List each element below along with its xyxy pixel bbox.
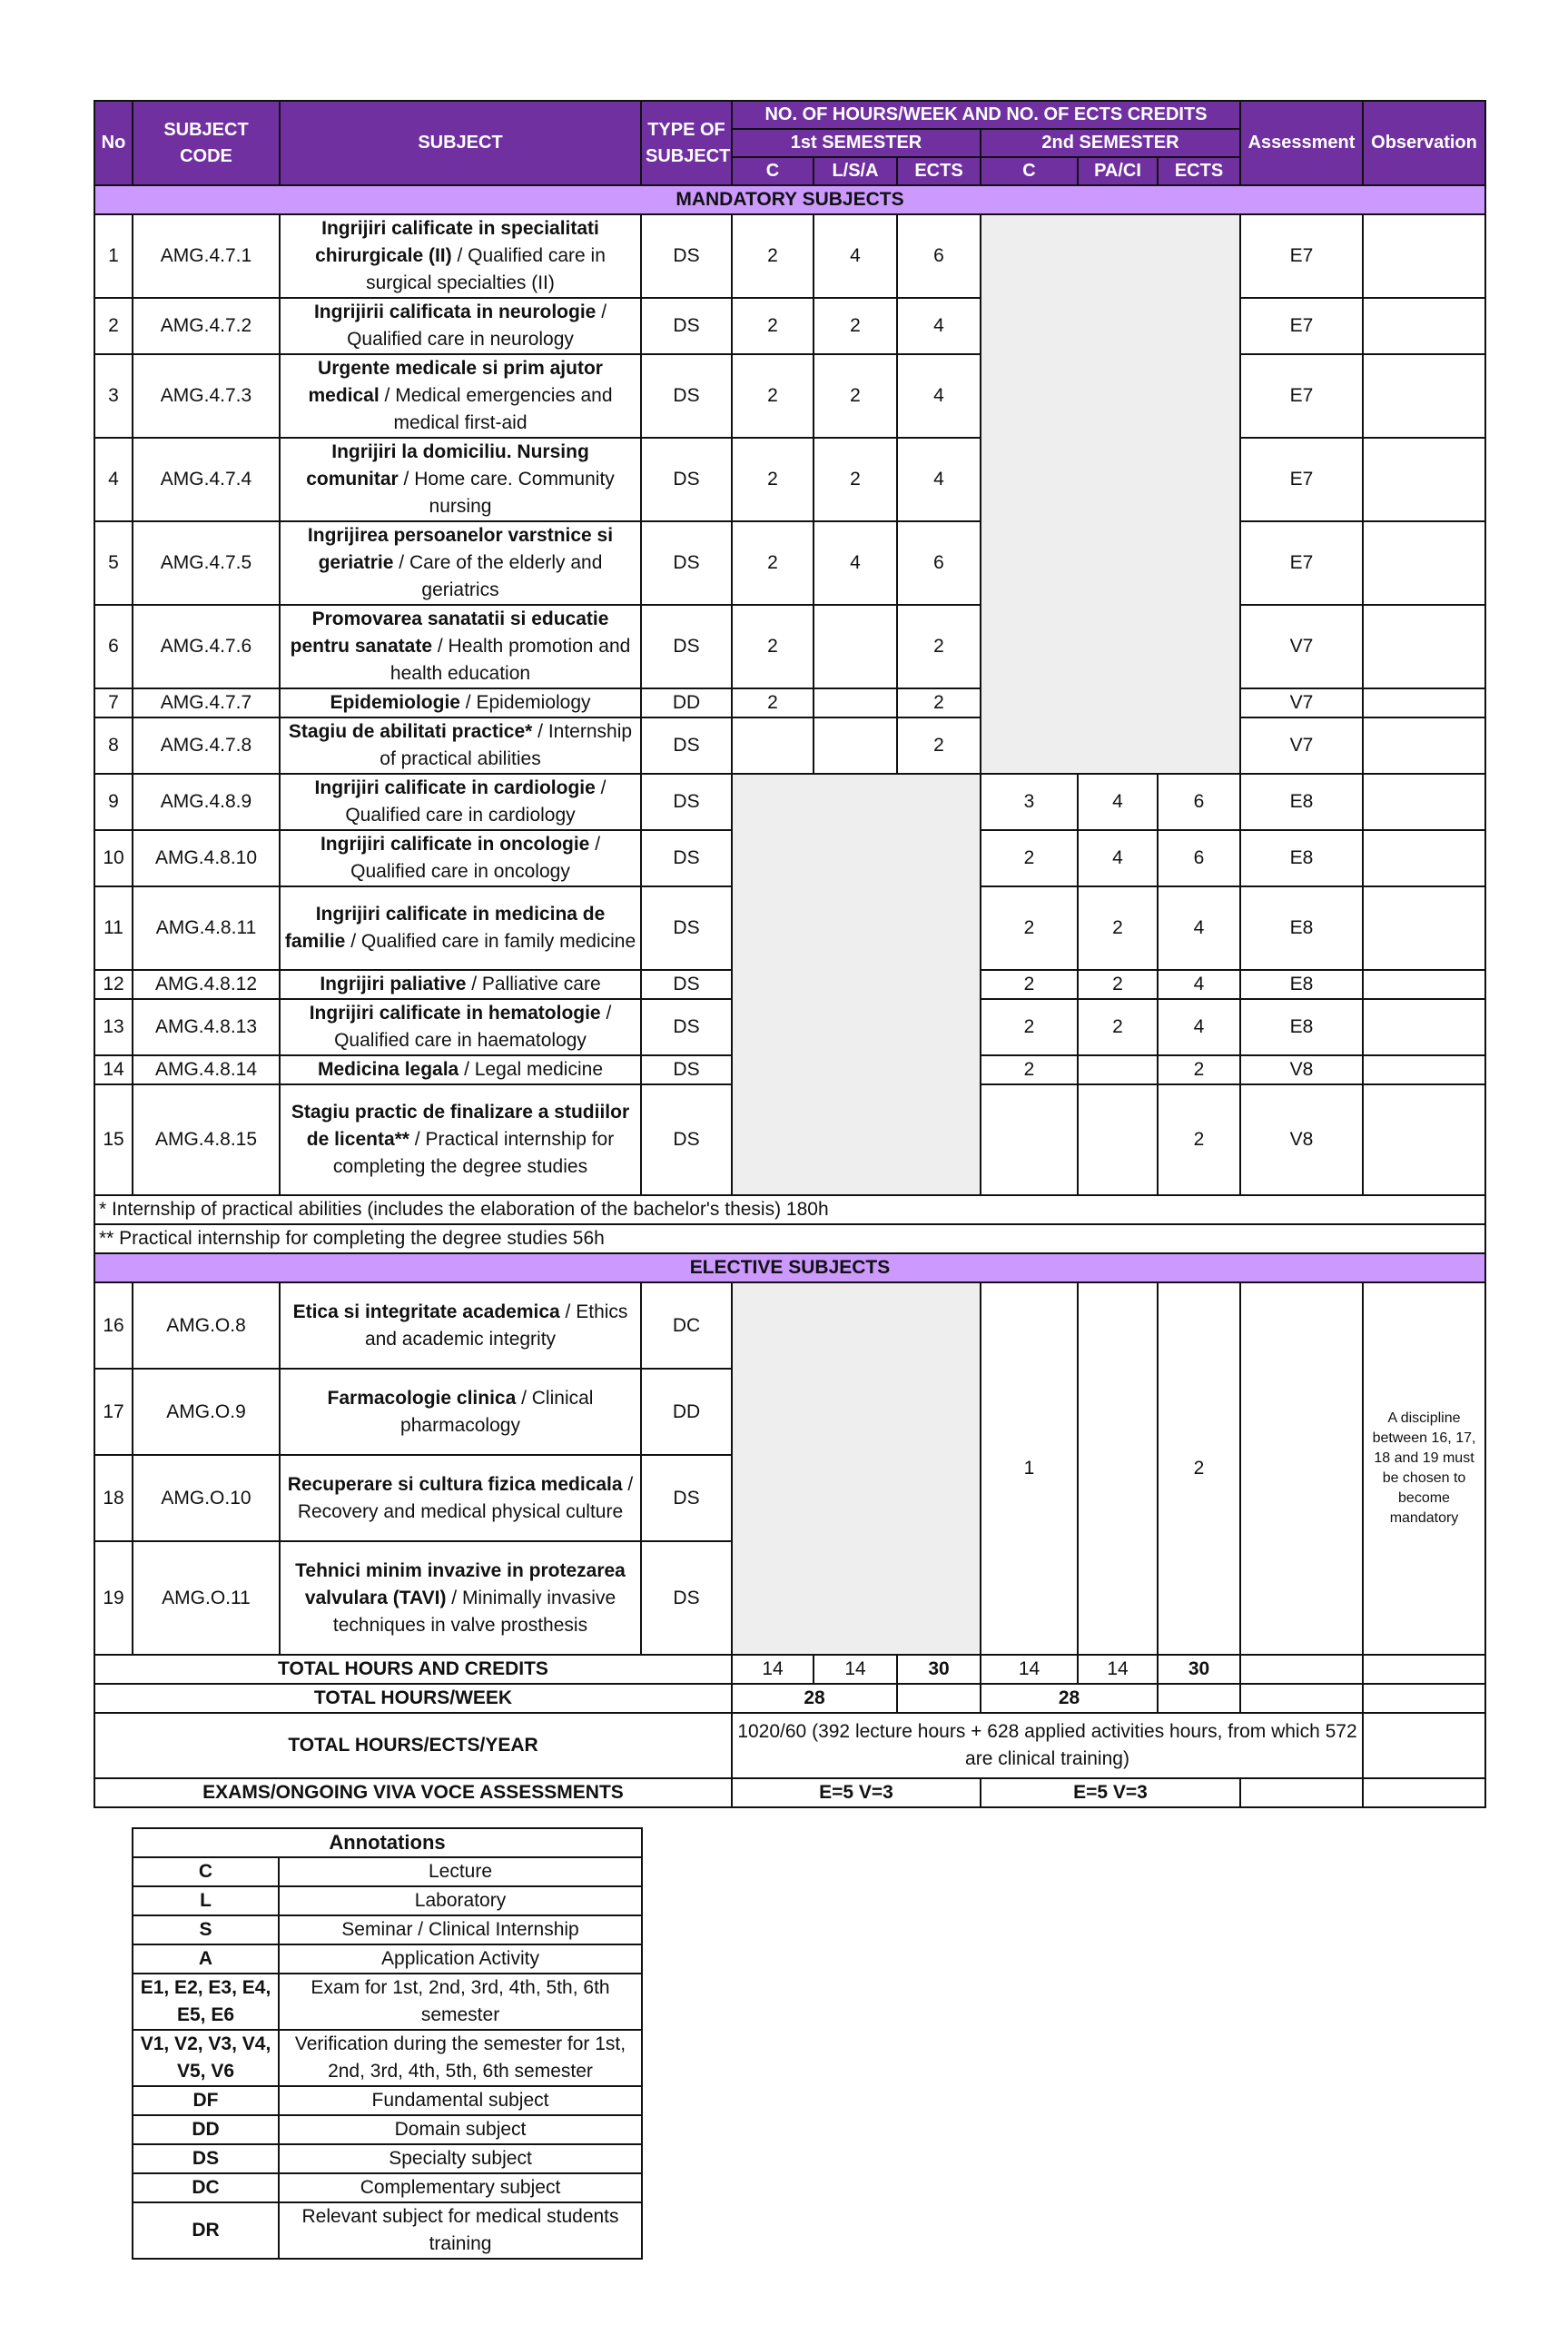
row-subject <box>280 521 641 605</box>
annotation-key: V1, V2, V3, V4, V5, V6 <box>133 2030 279 2086</box>
subject-en-name: / Internship of practical abilities <box>380 721 633 769</box>
row-s2-ects: 6 <box>1158 830 1240 886</box>
row-assessment: E7 <box>1240 354 1363 438</box>
subject-en-name: / Recovery and medical physical culture <box>297 1473 634 1522</box>
subject-ro-name: Tehnici minim invazive in protezarea valvulara (TAVI) <box>295 1559 626 1608</box>
row-code: AMG.4.7.7 <box>133 688 280 717</box>
row-subject <box>280 214 641 298</box>
row-type: DS <box>641 521 732 605</box>
annotation-key: DC <box>133 2173 279 2202</box>
annotation-row <box>133 1886 642 1915</box>
row-s2-ects: 6 <box>1158 774 1240 830</box>
row-s1-c: 2 <box>732 688 814 717</box>
row-s1-c: 2 <box>732 521 814 605</box>
row-s1-ects: 4 <box>897 298 981 354</box>
row-observation <box>1363 354 1485 438</box>
annotation-row <box>133 2115 642 2144</box>
footnote-row <box>94 1224 1485 1253</box>
row-assessment: V7 <box>1240 605 1363 688</box>
row-code: AMG.4.8.11 <box>133 886 280 970</box>
header-subject: SUBJECT <box>280 101 641 185</box>
exams-observation <box>1363 1778 1485 1807</box>
annotation-value: Lecture <box>279 1857 642 1886</box>
row-observation <box>1363 717 1485 774</box>
row-observation <box>1363 1084 1485 1195</box>
total-year-observation <box>1363 1713 1485 1778</box>
row-s2-c: 2 <box>981 1055 1078 1084</box>
row-no: 4 <box>94 438 133 521</box>
elective-observation: A discipline between 16, 17, 18 and 19 must be chosen to become mandatory <box>1363 1282 1485 1655</box>
row-s1-c <box>732 717 814 774</box>
row-s2-c <box>981 1084 1078 1195</box>
row-assessment: V8 <box>1240 1084 1363 1195</box>
row-s2-ects: 2 <box>1158 1055 1240 1084</box>
subject-en-name: / Legal medicine <box>459 1059 603 1080</box>
week-row <box>94 1684 1485 1713</box>
row-no: 3 <box>94 354 133 438</box>
row-s2-paci <box>1078 1084 1158 1195</box>
header-type: TYPE OF SUBJECT <box>641 101 732 185</box>
subject-ro-name: Medicina legala <box>318 1059 459 1080</box>
annotation-row <box>133 2173 642 2202</box>
total-week-observation <box>1363 1684 1485 1713</box>
row-s1-ects: 4 <box>897 354 981 438</box>
exams-s2: E=5 V=3 <box>981 1778 1240 1807</box>
exams-label: EXAMS/ONGOING VIVA VOCE ASSESSMENTS <box>94 1778 732 1807</box>
row-observation <box>1363 970 1485 999</box>
total-observation <box>1363 1655 1485 1684</box>
subject-ro-name: Promovarea sanatatii si educatie pentru sanatate <box>290 608 609 657</box>
row-s1-lsa: 2 <box>814 298 897 354</box>
row-no: 1 <box>94 214 133 298</box>
subject-en-name: / Minimally invasive techniques in valve prosthesis <box>332 1587 616 1636</box>
row-subject <box>280 1541 641 1655</box>
header-sem2: 2nd SEMESTER <box>981 129 1240 157</box>
row-subject <box>280 999 641 1055</box>
row-code: AMG.O.8 <box>133 1282 280 1369</box>
row-assessment: V7 <box>1240 717 1363 774</box>
curriculum-table <box>94 100 1486 1808</box>
annotation-row <box>133 2030 642 2086</box>
total-week-s1: 28 <box>732 1684 897 1713</box>
exams-row <box>94 1778 1485 1807</box>
header-s1-ects: ECTS <box>897 157 981 185</box>
total-s1-c: 14 <box>732 1655 814 1684</box>
row-code: AMG.4.8.13 <box>133 999 280 1055</box>
row-type: DD <box>641 1369 732 1455</box>
elective-s2-paci <box>1078 1282 1158 1655</box>
annotation-value: Relevant subject for medical students training <box>279 2202 642 2259</box>
row-assessment: V8 <box>1240 1055 1363 1084</box>
exams-assessment <box>1240 1778 1363 1807</box>
sem2-empty-block <box>981 214 1240 774</box>
row-assessment: E8 <box>1240 970 1363 999</box>
elective-section-label: ELECTIVE SUBJECTS <box>94 1253 1485 1282</box>
subject-en-name: / Medical emergencies and medical first-aid <box>379 385 613 433</box>
row-s1-ects: 2 <box>897 717 981 774</box>
row-assessment: E7 <box>1240 438 1363 521</box>
row-s1-ects: 4 <box>897 438 981 521</box>
row-s2-c: 2 <box>981 886 1078 970</box>
exams-s1: E=5 V=3 <box>732 1778 981 1807</box>
header-s2-paci: PA/CI <box>1078 157 1158 185</box>
row-subject <box>280 605 641 688</box>
row-subject <box>280 717 641 774</box>
annotation-row <box>133 2086 642 2115</box>
footnote-row <box>94 1195 1485 1224</box>
annotation-row <box>133 1857 642 1886</box>
row-type: DS <box>641 214 732 298</box>
annotation-value: Domain subject <box>279 2115 642 2144</box>
annotation-key: C <box>133 1857 279 1886</box>
row-s1-c: 2 <box>732 214 814 298</box>
annotation-row <box>133 1974 642 2030</box>
row-observation <box>1363 774 1485 830</box>
subject-en-name: / Epidemiology <box>459 692 591 713</box>
row-type: DS <box>641 1084 732 1195</box>
subject-ro-name: Stagiu practic de finalizare a studiilor de licenta** <box>291 1102 630 1150</box>
subject-ro-name: Ingrijiri calificate in cardiologie <box>314 777 596 798</box>
row-type: DS <box>641 605 732 688</box>
row-s1-c: 2 <box>732 605 814 688</box>
annotation-key: E1, E2, E3, E4, E5, E6 <box>133 1974 279 2030</box>
row-no: 15 <box>94 1084 133 1195</box>
annotation-value: Application Activity <box>279 1944 642 1974</box>
row-s1-lsa: 4 <box>814 214 897 298</box>
row-type: DS <box>641 1055 732 1084</box>
row-no: 2 <box>94 298 133 354</box>
row-code: AMG.4.7.2 <box>133 298 280 354</box>
row-assessment: E8 <box>1240 774 1363 830</box>
row-subject <box>280 774 641 830</box>
row-subject <box>280 1455 641 1541</box>
row-code: AMG.4.7.4 <box>133 438 280 521</box>
total-year-value: 1020/60 (392 lecture hours + 628 applied activities hours, from which 572 are clinical training) <box>732 1713 1363 1778</box>
row-observation <box>1363 438 1485 521</box>
row-observation <box>1363 886 1485 970</box>
row-subject <box>280 438 641 521</box>
subject-en-name: / Ethics and academic integrity <box>364 1301 628 1350</box>
row-no: 13 <box>94 999 133 1055</box>
table-row <box>94 605 1485 688</box>
totals-row <box>94 1655 1485 1684</box>
row-observation <box>1363 1055 1485 1084</box>
mandatory-section <box>94 185 1485 214</box>
row-code: AMG.O.10 <box>133 1455 280 1541</box>
mandatory-section-label: MANDATORY SUBJECTS <box>94 185 1485 214</box>
row-type: DS <box>641 298 732 354</box>
row-observation <box>1363 298 1485 354</box>
row-s2-paci <box>1078 1055 1158 1084</box>
row-subject <box>280 688 641 717</box>
row-code: AMG.4.8.12 <box>133 970 280 999</box>
row-subject <box>280 354 641 438</box>
row-s2-ects: 4 <box>1158 999 1240 1055</box>
row-s1-lsa: 2 <box>814 438 897 521</box>
row-code: AMG.4.7.5 <box>133 521 280 605</box>
row-observation <box>1363 830 1485 886</box>
total-week-s2: 28 <box>981 1684 1158 1713</box>
table-row <box>94 774 1485 830</box>
row-assessment: E7 <box>1240 521 1363 605</box>
row-observation <box>1363 521 1485 605</box>
subject-ro-name: Ingrijiri paliative <box>320 974 467 994</box>
header-assessment: Assessment <box>1240 101 1363 185</box>
total-week-assessment <box>1240 1684 1363 1713</box>
row-subject <box>280 970 641 999</box>
subject-ro-name: Ingrijiri la domiciliu. Nursing comunitar <box>306 441 589 490</box>
row-code: AMG.4.7.3 <box>133 354 280 438</box>
row-type: DS <box>641 438 732 521</box>
subject-en-name: / Palliative care <box>466 974 601 994</box>
subject-ro-name: Epidemiologie <box>330 692 460 713</box>
subject-en-name: / Qualified care in family medicine <box>345 931 636 952</box>
row-no: 19 <box>94 1541 133 1655</box>
table-row <box>94 521 1485 605</box>
row-no: 12 <box>94 970 133 999</box>
total-assessment <box>1240 1655 1363 1684</box>
annotation-key: DD <box>133 2115 279 2144</box>
subject-ro-name: Urgente medicale si prim ajutor medical <box>308 358 603 406</box>
row-s2-paci: 4 <box>1078 830 1158 886</box>
subject-ro-name: Ingrijiri calificate in oncologie <box>320 834 590 855</box>
header-s2-c: C <box>981 157 1078 185</box>
row-subject <box>280 1055 641 1084</box>
subject-en-name: / Qualified care in cardiology <box>345 777 606 826</box>
row-code: AMG.4.7.8 <box>133 717 280 774</box>
row-subject <box>280 886 641 970</box>
header-observation: Observation <box>1363 101 1485 185</box>
row-type: DS <box>641 1455 732 1541</box>
row-code: AMG.4.8.14 <box>133 1055 280 1084</box>
row-type: DS <box>641 717 732 774</box>
row-s2-paci: 4 <box>1078 774 1158 830</box>
elective-s2-c: 1 <box>981 1282 1078 1655</box>
table-row <box>94 438 1485 521</box>
row-no: 16 <box>94 1282 133 1369</box>
subject-en-name: / Care of the elderly and geriatrics <box>393 552 603 600</box>
subject-ro-name: Ingrijiri calificate in specialitati chirurgicale (II) <box>315 218 599 266</box>
row-s2-c: 3 <box>981 774 1078 830</box>
annotation-key: L <box>133 1886 279 1915</box>
annotation-value: Seminar / Clinical Internship <box>279 1915 642 1944</box>
subject-en-name: / Clinical pharmacology <box>400 1387 594 1436</box>
total-s2-c: 14 <box>981 1655 1078 1684</box>
annotation-value: Fundamental subject <box>279 2086 642 2115</box>
row-observation <box>1363 688 1485 717</box>
row-s2-c: 2 <box>981 999 1078 1055</box>
row-assessment: E8 <box>1240 999 1363 1055</box>
row-subject <box>280 298 641 354</box>
annotation-key: DF <box>133 2086 279 2115</box>
row-observation <box>1363 999 1485 1055</box>
elective-sem1-empty-block <box>732 1282 981 1655</box>
row-subject <box>280 830 641 886</box>
row-no: 17 <box>94 1369 133 1455</box>
row-type: DC <box>641 1282 732 1369</box>
total-s1-lsa: 14 <box>814 1655 897 1684</box>
annotation-key: S <box>133 1915 279 1944</box>
row-no: 10 <box>94 830 133 886</box>
subject-en-name: / Qualified care in surgical specialties (II) <box>366 245 606 293</box>
table-body <box>94 185 1485 1807</box>
row-code: AMG.4.8.15 <box>133 1084 280 1195</box>
subject-en-name: / Health promotion and health education <box>390 636 631 684</box>
row-code: AMG.4.7.6 <box>133 605 280 688</box>
annotation-value: Complementary subject <box>279 2173 642 2202</box>
annotation-value: Verification during the semester for 1st, 2nd, 3rd, 4th, 5th, 6th semester <box>279 2030 642 2086</box>
row-s2-paci: 2 <box>1078 886 1158 970</box>
annotation-key: DS <box>133 2144 279 2173</box>
table-row <box>94 214 1485 298</box>
annotations-table <box>132 1827 643 2260</box>
row-assessment: E8 <box>1240 886 1363 970</box>
header-no: No <box>94 101 133 185</box>
table-row <box>94 1282 1485 1369</box>
footnote: ** Practical internship for completing the degree studies 56h <box>94 1224 1485 1253</box>
elective-s2-ects: 2 <box>1158 1282 1240 1655</box>
subject-ro-name: Etica si integritate academica <box>292 1301 560 1322</box>
subject-en-name: / Qualified care in haematology <box>334 1003 612 1051</box>
table-row <box>94 298 1485 354</box>
row-assessment: V7 <box>1240 688 1363 717</box>
row-s1-ects: 2 <box>897 688 981 717</box>
header-s1-c: C <box>732 157 814 185</box>
subject-en-name: / Qualified care in neurology <box>347 302 607 350</box>
row-s1-ects: 6 <box>897 214 981 298</box>
row-code: AMG.4.7.1 <box>133 214 280 298</box>
row-no: 14 <box>94 1055 133 1084</box>
row-no: 18 <box>94 1455 133 1541</box>
table-row <box>94 717 1485 774</box>
footnote: * Internship of practical abilities (includes the elaboration of the bachelor's thesis) 180h <box>94 1195 1485 1224</box>
row-s2-c: 2 <box>981 970 1078 999</box>
row-s1-c: 2 <box>732 438 814 521</box>
header-s1-lsa: L/S/A <box>814 157 897 185</box>
row-code: AMG.4.8.10 <box>133 830 280 886</box>
subject-ro-name: Ingrijiri calificate in hematologie <box>309 1003 601 1024</box>
subject-en-name: / Qualified care in oncology <box>350 834 601 882</box>
row-no: 5 <box>94 521 133 605</box>
annotation-value: Laboratory <box>279 1886 642 1915</box>
row-subject <box>280 1282 641 1369</box>
annotation-key: A <box>133 1944 279 1974</box>
subject-en-name: / Home care. Community nursing <box>398 469 615 517</box>
row-no: 7 <box>94 688 133 717</box>
row-code: AMG.O.11 <box>133 1541 280 1655</box>
row-observation <box>1363 214 1485 298</box>
row-no: 9 <box>94 774 133 830</box>
row-s1-lsa: 4 <box>814 521 897 605</box>
row-subject <box>280 1084 641 1195</box>
row-s2-ects: 2 <box>1158 1084 1240 1195</box>
subject-ro-name: Stagiu de abilitati practice* <box>288 721 533 742</box>
header-hours: NO. OF HOURS/WEEK AND NO. OF ECTS CREDITS <box>732 101 1240 129</box>
row-observation <box>1363 605 1485 688</box>
row-s1-c: 2 <box>732 354 814 438</box>
row-type: DS <box>641 999 732 1055</box>
row-type: DS <box>641 774 732 830</box>
row-s1-c: 2 <box>732 298 814 354</box>
row-type: DD <box>641 688 732 717</box>
row-s1-lsa <box>814 605 897 688</box>
total-s1-ects: 30 <box>897 1655 981 1684</box>
subject-ro-name: Ingrijiri calificate in medicina de familie <box>284 904 606 952</box>
row-s1-ects: 6 <box>897 521 981 605</box>
annotation-row <box>133 2202 642 2259</box>
row-no: 8 <box>94 717 133 774</box>
row-assessment: E8 <box>1240 830 1363 886</box>
annotation-row <box>133 2144 642 2173</box>
row-s2-paci: 2 <box>1078 999 1158 1055</box>
row-assessment: E7 <box>1240 214 1363 298</box>
row-type: DS <box>641 354 732 438</box>
total-week-s1-ects <box>897 1684 981 1713</box>
elective-section <box>94 1253 1485 1282</box>
total-s2-ects: 30 <box>1158 1655 1240 1684</box>
annotations-title: Annotations <box>133 1828 642 1857</box>
header-subject-code: SUBJECT CODE <box>133 101 280 185</box>
row-s1-lsa <box>814 688 897 717</box>
annotation-row <box>133 1915 642 1944</box>
table-row <box>94 688 1485 717</box>
annotation-key: DR <box>133 2202 279 2259</box>
row-s1-lsa <box>814 717 897 774</box>
row-s2-ects: 4 <box>1158 886 1240 970</box>
row-s1-lsa: 2 <box>814 354 897 438</box>
year-row <box>94 1713 1485 1778</box>
row-type: DS <box>641 1541 732 1655</box>
total-hours-credits-label: TOTAL HOURS AND CREDITS <box>94 1655 732 1684</box>
header-sem1: 1st SEMESTER <box>732 129 981 157</box>
row-code: AMG.4.8.9 <box>133 774 280 830</box>
row-s1-ects: 2 <box>897 605 981 688</box>
row-subject <box>280 1369 641 1455</box>
subject-en-name: / Practical internship for completing the degree studies <box>332 1129 615 1177</box>
row-no: 6 <box>94 605 133 688</box>
table-row <box>94 354 1485 438</box>
row-s2-paci: 2 <box>1078 970 1158 999</box>
row-type: DS <box>641 970 732 999</box>
total-year-label: TOTAL HOURS/ECTS/YEAR <box>94 1713 732 1778</box>
row-s2-c: 2 <box>981 830 1078 886</box>
subject-ro-name: Ingrijirea persoanelor varstnice si geriatrie <box>307 525 614 573</box>
row-code: AMG.O.9 <box>133 1369 280 1455</box>
annotation-value: Exam for 1st, 2nd, 3rd, 4th, 5th, 6th semester <box>279 1974 642 2030</box>
row-s2-ects: 4 <box>1158 970 1240 999</box>
subject-ro-name: Ingrijirii calificata in neurologie <box>313 302 597 322</box>
subject-ro-name: Recuperare si cultura fizica medicala <box>287 1473 623 1495</box>
row-no: 11 <box>94 886 133 970</box>
annotation-value: Specialty subject <box>279 2144 642 2173</box>
header-s2-ects: ECTS <box>1158 157 1240 185</box>
total-week-s2-ects <box>1158 1684 1240 1713</box>
sem1-empty-block <box>732 774 981 1195</box>
row-assessment: E7 <box>1240 298 1363 354</box>
annotation-row <box>133 1944 642 1974</box>
row-type: DS <box>641 886 732 970</box>
elective-assessment <box>1240 1282 1363 1655</box>
subject-ro-name: Farmacologie clinica <box>327 1387 517 1409</box>
total-s2-paci: 14 <box>1078 1655 1158 1684</box>
total-week-label: TOTAL HOURS/WEEK <box>94 1684 732 1713</box>
row-type: DS <box>641 830 732 886</box>
